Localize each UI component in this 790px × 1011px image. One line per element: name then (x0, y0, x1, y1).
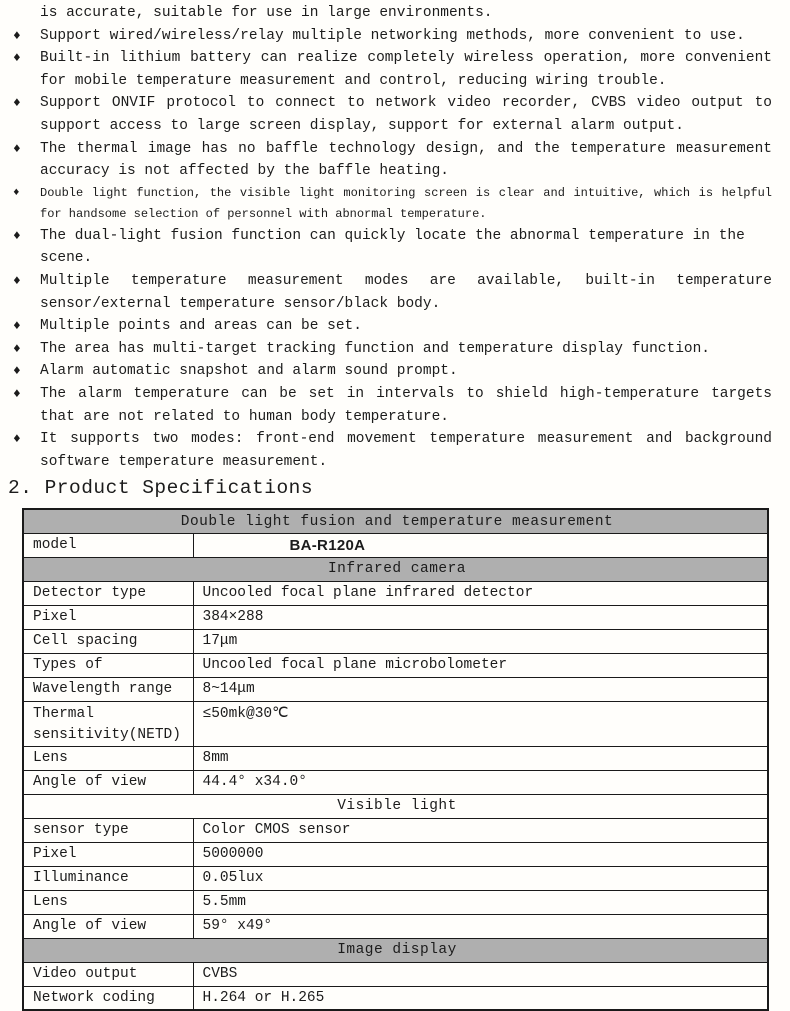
spec-table (22, 508, 769, 1011)
feature-text: Built-in lithium battery can realize completely wireless operation, more convenient for mobile temperature measurement and control, reducing wiring trouble. (40, 50, 772, 89)
spec-value: 8~14μm (193, 677, 768, 701)
spec-value: 59° x49° (193, 914, 768, 938)
diamond-bullet-icon: ♦ (13, 272, 21, 288)
diamond-bullet-icon: ♦ (13, 318, 21, 334)
spec-value: 44.4° x34.0° (193, 770, 768, 794)
spec-value: 0.05lux (193, 866, 768, 890)
feature-bullet (0, 225, 772, 270)
spec-label: Types of (23, 653, 193, 677)
feature-list (0, 25, 772, 474)
table-section-header (23, 794, 768, 818)
diamond-bullet-icon: ♦ (13, 95, 21, 111)
diamond-bullet-icon: ♦ (13, 340, 21, 356)
spec-label: Angle of view (23, 914, 193, 938)
spec-label: Angle of view (23, 770, 193, 794)
paragraph-continuation: is accurate, suitable for use in large environments. (40, 5, 493, 21)
spec-value: BA-R120A (193, 533, 768, 557)
feature-bullet (0, 315, 772, 338)
spec-value: 5000000 (193, 842, 768, 866)
feature-text: The alarm temperature can be set in intervals to shield high-temperature targets that are not related to human body temperature. (40, 385, 772, 425)
table-row (23, 629, 768, 653)
diamond-bullet-icon: ♦ (13, 363, 21, 379)
section-heading: 2. Product Specifications (8, 477, 314, 500)
diamond-bullet-icon: ♦ (13, 27, 21, 43)
diamond-bullet-icon: ♦ (13, 385, 21, 401)
feature-text: Support ONVIF protocol to connect to network video recorder, CVBS video output to support access to large screen display, support for external alarm output. (40, 95, 772, 134)
diamond-bullet-icon: ♦ (13, 140, 21, 156)
spec-label: Cell spacing (23, 629, 193, 653)
feature-text: Double light function, the visible light monitoring screen is clear and intuitive, which is helpful for handsome selection of personnel with abnormal temperature. (40, 185, 772, 221)
spec-label: sensor type (23, 818, 193, 842)
table-section-header (23, 938, 768, 962)
feature-text: Multiple points and areas can be set. (40, 318, 362, 335)
spec-value: 8mm (193, 746, 768, 770)
section-title: Image display (23, 938, 768, 962)
spec-label: Wavelength range (23, 677, 193, 701)
table-row (23, 890, 768, 914)
spec-label: Video output (23, 962, 193, 986)
spec-value: 384×288 (193, 605, 768, 629)
table-section-header (23, 557, 768, 581)
table-row (23, 677, 768, 701)
spec-label: Pixel (23, 605, 193, 629)
feature-text: The dual-light fusion function can quickly locate the abnormal temperature in the scene. (40, 227, 745, 267)
table-row (23, 701, 768, 746)
feature-bullet (0, 428, 772, 473)
table-row (23, 842, 768, 866)
table-row (23, 914, 768, 938)
feature-text: Multiple temperature measurement modes are available, built-in temperature sensor/external temperature sensor/black body. (40, 272, 772, 312)
feature-bullet (0, 360, 772, 383)
table-row (23, 533, 768, 557)
feature-text: It supports two modes: front-end movement temperature measurement and background software temperature measurement. (40, 431, 772, 470)
feature-bullet (0, 270, 772, 315)
feature-bullet (0, 92, 772, 137)
spec-label: Network coding (23, 986, 193, 1010)
table-row (23, 653, 768, 677)
feature-text: Alarm automatic snapshot and alarm sound prompt. (40, 363, 458, 380)
table-row (23, 581, 768, 605)
spec-label: Illuminance (23, 866, 193, 890)
feature-text: The thermal image has no baffle technology design, and the temperature measurement accuracy is not affected by the baffle heating. (40, 140, 772, 180)
feature-bullet (0, 47, 772, 92)
spec-value: Uncooled focal plane infrared detector (193, 581, 768, 605)
diamond-bullet-icon: ♦ (13, 186, 20, 199)
spec-label: Detector type (23, 581, 193, 605)
spec-value: 5.5mm (193, 890, 768, 914)
section-title: Visible light (23, 794, 768, 818)
feature-bullet (0, 338, 772, 361)
spec-value: Color CMOS sensor (193, 818, 768, 842)
diamond-bullet-icon: ♦ (13, 227, 21, 243)
diamond-bullet-icon: ♦ (13, 50, 21, 66)
feature-bullet (0, 383, 772, 428)
spec-label: Lens (23, 746, 193, 770)
spec-value: Uncooled focal plane microbolometer (193, 653, 768, 677)
table-row (23, 962, 768, 986)
spec-value: ≤50mk@30℃ (193, 701, 768, 746)
diamond-bullet-icon: ♦ (13, 431, 21, 447)
spec-value: H.264 or H.265 (193, 986, 768, 1010)
spec-value: CVBS (193, 962, 768, 986)
table-row (23, 770, 768, 794)
section-title: Double light fusion and temperature measurement (23, 509, 768, 533)
table-section-header (23, 509, 768, 533)
table-row (23, 746, 768, 770)
feature-text: The area has multi-target tracking function and temperature display function. (40, 340, 711, 357)
spec-value: 17μm (193, 629, 768, 653)
table-row (23, 866, 768, 890)
table-row (23, 818, 768, 842)
feature-bullet (0, 138, 772, 183)
table-row (23, 986, 768, 1010)
feature-bullet (0, 25, 772, 48)
spec-label: model (23, 533, 193, 557)
spec-label: Lens (23, 890, 193, 914)
section-title: Infrared camera (23, 557, 768, 581)
spec-label: Pixel (23, 842, 193, 866)
feature-bullet (0, 183, 772, 225)
feature-text: Support wired/wireless/relay multiple networking methods, more convenient to use. (40, 27, 745, 44)
spec-label: Thermal sensitivity(NETD) (23, 701, 193, 746)
table-row (23, 605, 768, 629)
